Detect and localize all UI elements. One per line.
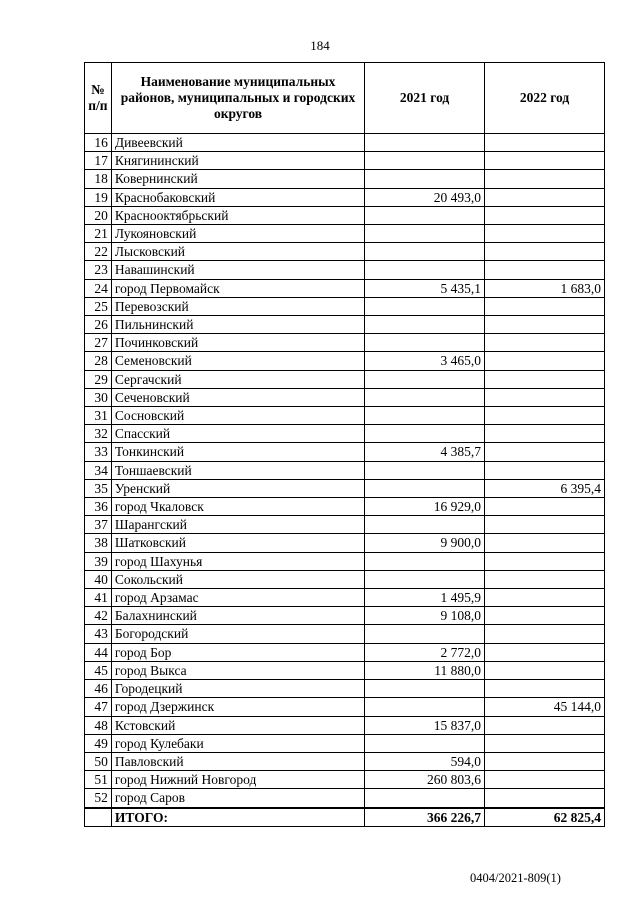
table-row: [85, 789, 605, 808]
row-name: Кстовский: [111, 716, 364, 734]
row-number: 21: [85, 225, 112, 243]
row-number: [85, 808, 112, 827]
row-name: город Чкаловск: [111, 498, 364, 516]
row-value-2022: [485, 552, 605, 570]
row-number: 52: [85, 789, 112, 808]
row-name: город Дзержинск: [111, 698, 364, 716]
row-value-2022: [485, 534, 605, 552]
row-name: Павловский: [111, 752, 364, 770]
table-row: [85, 643, 605, 661]
row-value-2022: [485, 297, 605, 315]
table-row: [85, 625, 605, 643]
row-value-2022: [485, 261, 605, 279]
row-value-2021: [365, 243, 485, 261]
table-row: [85, 370, 605, 388]
row-value-2022: [485, 461, 605, 479]
row-number: 40: [85, 570, 112, 588]
row-name: Спасский: [111, 425, 364, 443]
row-name: город Нижний Новгород: [111, 771, 364, 789]
table-header-row: [85, 63, 605, 134]
row-value-2021: [365, 625, 485, 643]
table-row: [85, 661, 605, 679]
row-number: 32: [85, 425, 112, 443]
row-value-2022: 6 395,4: [485, 479, 605, 497]
row-name: Сокольский: [111, 570, 364, 588]
table-row: [85, 297, 605, 315]
row-value-2021: [365, 206, 485, 224]
row-number: 35: [85, 479, 112, 497]
row-value-2021: 594,0: [365, 752, 485, 770]
table-row: [85, 279, 605, 297]
table-row: [85, 534, 605, 552]
row-name: Краснобаковский: [111, 188, 364, 206]
table-row: [85, 425, 605, 443]
table-row: [85, 771, 605, 789]
row-number: 18: [85, 170, 112, 188]
row-name: город Кулебаки: [111, 734, 364, 752]
row-value-2021: 9 900,0: [365, 534, 485, 552]
row-value-2021: [365, 388, 485, 406]
row-name: Сосновский: [111, 407, 364, 425]
row-value-2021: 366 226,7: [365, 808, 485, 827]
table-row: [85, 243, 605, 261]
row-number: 51: [85, 771, 112, 789]
row-name: город Шахунья: [111, 552, 364, 570]
row-value-2021: 1 495,9: [365, 589, 485, 607]
table-body: [85, 134, 605, 827]
row-value-2021: [365, 570, 485, 588]
row-value-2022: [485, 170, 605, 188]
row-value-2022: [485, 407, 605, 425]
row-name: Перевозский: [111, 297, 364, 315]
row-name: Семеновский: [111, 352, 364, 370]
row-value-2022: [485, 443, 605, 461]
row-value-2021: [365, 225, 485, 243]
table-row: [85, 152, 605, 170]
row-value-2021: [365, 334, 485, 352]
row-value-2022: [485, 425, 605, 443]
row-number: 43: [85, 625, 112, 643]
row-name: Богородский: [111, 625, 364, 643]
row-value-2022: [485, 225, 605, 243]
row-name: Починковский: [111, 334, 364, 352]
row-value-2022: [485, 388, 605, 406]
row-name: Краснооктябрьский: [111, 206, 364, 224]
row-name: ИТОГО:: [111, 808, 364, 827]
row-number: 46: [85, 680, 112, 698]
row-name: Лукояновский: [111, 225, 364, 243]
table-row: [85, 479, 605, 497]
row-value-2021: 5 435,1: [365, 279, 485, 297]
table-row: [85, 134, 605, 152]
row-value-2021: [365, 479, 485, 497]
row-name: Княгининский: [111, 152, 364, 170]
row-value-2022: [485, 206, 605, 224]
total-row: [85, 808, 605, 827]
row-number: 24: [85, 279, 112, 297]
table-row: [85, 698, 605, 716]
row-value-2022: [485, 152, 605, 170]
row-number: 29: [85, 370, 112, 388]
row-name: город Первомайск: [111, 279, 364, 297]
row-number: 23: [85, 261, 112, 279]
row-number: 17: [85, 152, 112, 170]
row-value-2021: 260 803,6: [365, 771, 485, 789]
row-value-2022: [485, 680, 605, 698]
row-number: 37: [85, 516, 112, 534]
row-number: 16: [85, 134, 112, 152]
row-value-2022: 62 825,4: [485, 808, 605, 827]
row-value-2022: [485, 589, 605, 607]
row-name: Тоншаевский: [111, 461, 364, 479]
table-row: [85, 716, 605, 734]
row-number: 33: [85, 443, 112, 461]
row-number: 45: [85, 661, 112, 679]
row-value-2022: [485, 352, 605, 370]
row-number: 30: [85, 388, 112, 406]
row-name: город Арзамас: [111, 589, 364, 607]
row-number: 42: [85, 607, 112, 625]
row-value-2021: [365, 170, 485, 188]
table-row: [85, 388, 605, 406]
row-name: Навашинский: [111, 261, 364, 279]
row-value-2022: [485, 516, 605, 534]
row-number: 34: [85, 461, 112, 479]
row-value-2021: [365, 134, 485, 152]
table-row: [85, 680, 605, 698]
table-row: [85, 589, 605, 607]
header-2021: 2021 год: [365, 63, 485, 134]
row-name: город Саров: [111, 789, 364, 808]
row-name: Дивеевский: [111, 134, 364, 152]
row-value-2021: 15 837,0: [365, 716, 485, 734]
row-value-2022: [485, 716, 605, 734]
header-num: № п/п: [85, 63, 112, 134]
row-number: 48: [85, 716, 112, 734]
row-value-2021: [365, 698, 485, 716]
row-name: Пильнинский: [111, 316, 364, 334]
row-value-2021: [365, 734, 485, 752]
table-row: [85, 188, 605, 206]
row-value-2022: [485, 188, 605, 206]
header-name: Наименование муниципальных районов, муниципальных и городских округов: [111, 63, 364, 134]
table-row: [85, 461, 605, 479]
row-value-2022: [485, 789, 605, 808]
table-row: [85, 407, 605, 425]
row-value-2021: 9 108,0: [365, 607, 485, 625]
row-value-2022: 45 144,0: [485, 698, 605, 716]
row-number: 39: [85, 552, 112, 570]
row-value-2021: [365, 680, 485, 698]
row-number: 26: [85, 316, 112, 334]
row-value-2021: [365, 516, 485, 534]
row-value-2022: [485, 370, 605, 388]
row-value-2021: [365, 370, 485, 388]
row-number: 28: [85, 352, 112, 370]
row-value-2022: [485, 643, 605, 661]
row-value-2022: [485, 607, 605, 625]
table-row: [85, 206, 605, 224]
row-number: 49: [85, 734, 112, 752]
row-number: 50: [85, 752, 112, 770]
row-value-2022: [485, 661, 605, 679]
row-value-2022: [485, 570, 605, 588]
table-row: [85, 498, 605, 516]
row-value-2021: [365, 316, 485, 334]
row-value-2021: [365, 152, 485, 170]
row-value-2022: [485, 498, 605, 516]
row-number: 44: [85, 643, 112, 661]
header-2022: 2022 год: [485, 63, 605, 134]
row-name: Городецкий: [111, 680, 364, 698]
row-number: 31: [85, 407, 112, 425]
row-number: 20: [85, 206, 112, 224]
row-number: 41: [85, 589, 112, 607]
row-value-2022: [485, 734, 605, 752]
table-row: [85, 170, 605, 188]
table-row: [85, 752, 605, 770]
row-number: 25: [85, 297, 112, 315]
row-value-2021: [365, 261, 485, 279]
table-row: [85, 734, 605, 752]
allocation-table: [84, 62, 605, 827]
row-name: Уренский: [111, 479, 364, 497]
row-value-2022: [485, 243, 605, 261]
row-name: Ковернинский: [111, 170, 364, 188]
row-value-2022: 1 683,0: [485, 279, 605, 297]
table-row: [85, 261, 605, 279]
table-row: [85, 352, 605, 370]
table-row: [85, 334, 605, 352]
table-row: [85, 225, 605, 243]
row-value-2021: 20 493,0: [365, 188, 485, 206]
table-row: [85, 570, 605, 588]
row-name: Шарангский: [111, 516, 364, 534]
table-row: [85, 316, 605, 334]
table-row: [85, 516, 605, 534]
row-number: 27: [85, 334, 112, 352]
row-number: 36: [85, 498, 112, 516]
row-value-2021: [365, 425, 485, 443]
row-name: город Выкса: [111, 661, 364, 679]
row-number: 22: [85, 243, 112, 261]
document-code: 0404/2021-809(1): [470, 871, 561, 885]
row-value-2021: [365, 407, 485, 425]
row-value-2021: 2 772,0: [365, 643, 485, 661]
row-name: Лысковский: [111, 243, 364, 261]
row-value-2021: 3 465,0: [365, 352, 485, 370]
table-row: [85, 552, 605, 570]
row-value-2021: [365, 461, 485, 479]
row-value-2022: [485, 625, 605, 643]
row-name: Сергачский: [111, 370, 364, 388]
row-name: Шатковский: [111, 534, 364, 552]
row-value-2021: [365, 552, 485, 570]
row-value-2022: [485, 771, 605, 789]
row-name: Балахнинский: [111, 607, 364, 625]
row-number: 19: [85, 188, 112, 206]
row-value-2021: 4 385,7: [365, 443, 485, 461]
row-value-2021: [365, 789, 485, 808]
row-value-2022: [485, 752, 605, 770]
row-value-2021: [365, 297, 485, 315]
row-value-2022: [485, 334, 605, 352]
row-name: город Бор: [111, 643, 364, 661]
row-value-2022: [485, 316, 605, 334]
row-number: 38: [85, 534, 112, 552]
page-number: 184: [310, 38, 330, 53]
table-row: [85, 607, 605, 625]
row-value-2021: 16 929,0: [365, 498, 485, 516]
row-name: Тонкинский: [111, 443, 364, 461]
row-value-2021: 11 880,0: [365, 661, 485, 679]
table-row: [85, 443, 605, 461]
row-number: 47: [85, 698, 112, 716]
row-name: Сеченовский: [111, 388, 364, 406]
row-value-2022: [485, 134, 605, 152]
